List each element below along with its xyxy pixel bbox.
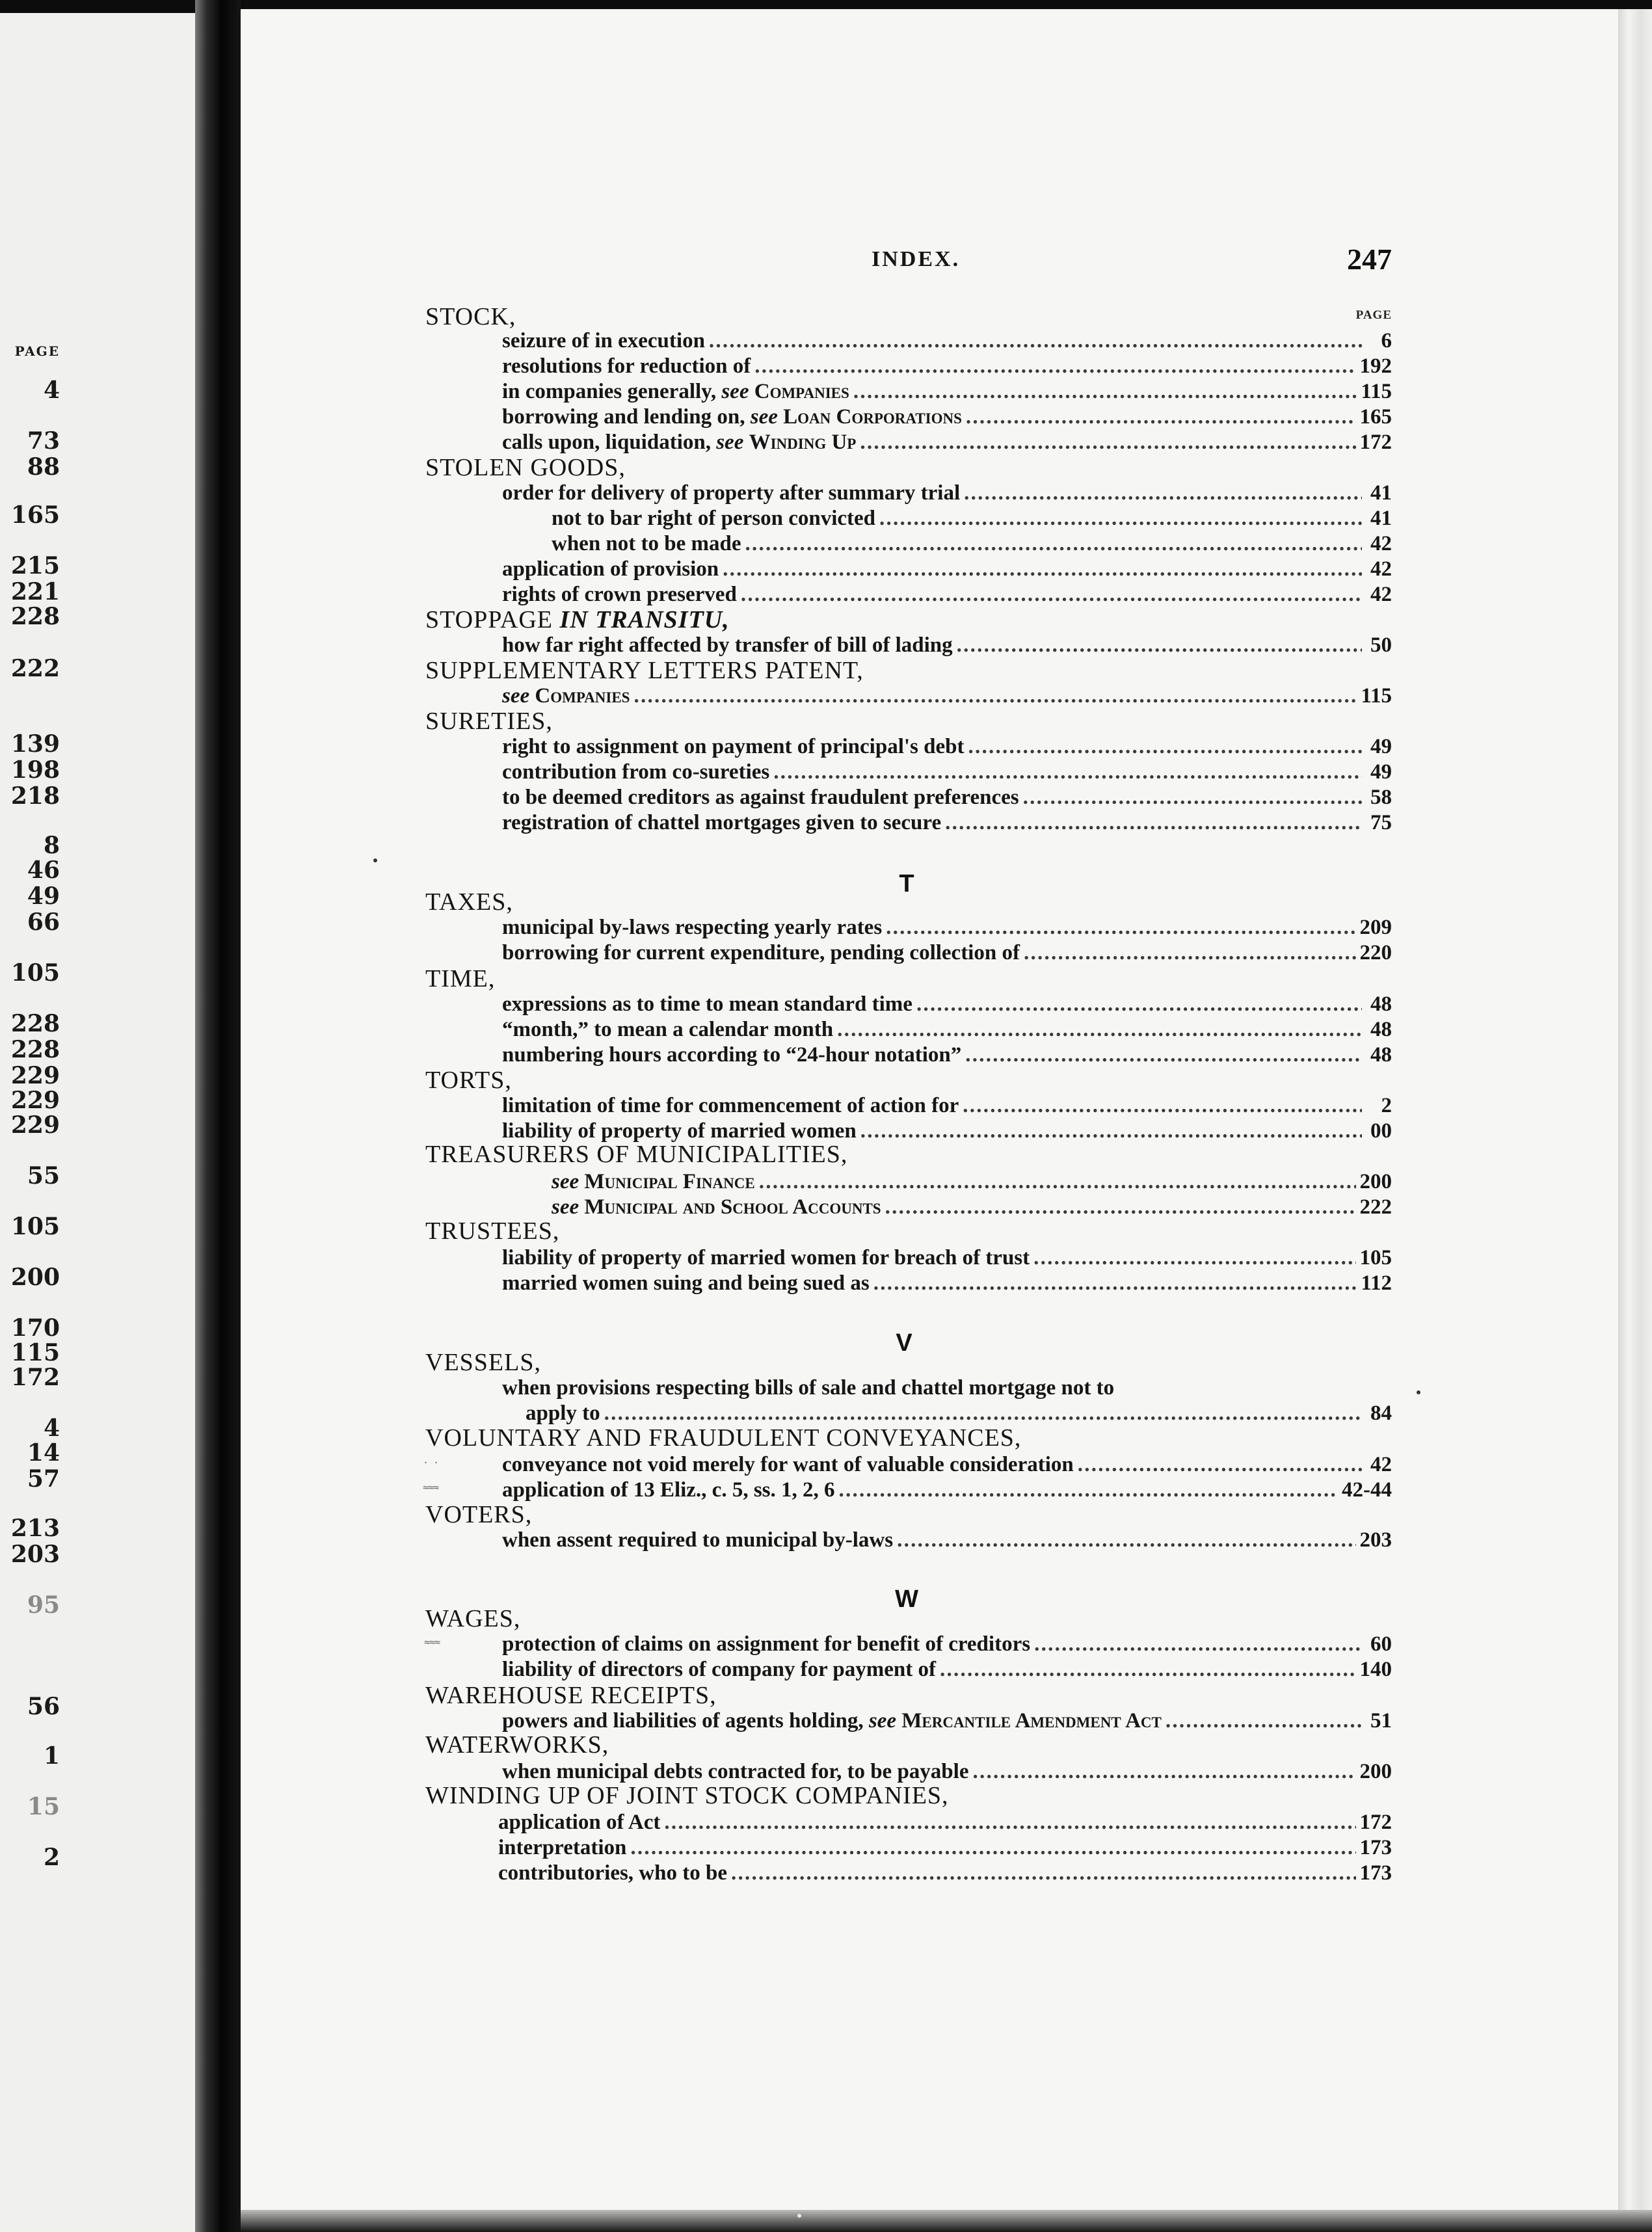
section-letter-w: W — [895, 1586, 918, 1613]
index-entry: when not to be made . . . 42 — [552, 533, 1392, 555]
left-page-number: 115 — [10, 1339, 60, 1366]
left-page-number: 228 — [10, 1010, 60, 1037]
index-heading-supplementary-letters-patent: SUPPLEMENTARY LETTERS PATENT, — [425, 657, 864, 684]
index-heading-vessels: VESSELS, — [425, 1349, 541, 1376]
index-entry: rights of crown preserved . . . 42 — [502, 584, 1392, 605]
left-page-number: 228 — [10, 1036, 60, 1063]
index-entry: when assent required to municipal by-laws . . . 203 — [502, 1530, 1392, 1551]
left-page-number: 73 — [27, 427, 60, 455]
left-page-number: 203 — [10, 1541, 60, 1568]
left-page-number: 218 — [10, 782, 60, 810]
index-entry: powers and liabilities of agents holding, see Mercantile Amendment Act . . . 51 — [502, 1710, 1392, 1732]
index-entry: how far right affected by transfer of bill of lading . . . 50 — [502, 635, 1392, 656]
index-entry: borrowing and lending on, see Loan Corporations . . . 165 — [502, 406, 1392, 428]
index-entry: resolutions for reduction of . . . 192 — [502, 356, 1392, 377]
index-heading-stock: STOCK, — [425, 303, 516, 330]
index-entry: apply to . . . 84 — [526, 1403, 1392, 1424]
index-heading-treasurers-of-municipalities: TREASURERS OF MUNICIPALITIES, — [425, 1141, 848, 1168]
left-page-number: 105 — [10, 1213, 60, 1240]
left-page-number: 56 — [27, 1693, 60, 1720]
left-page-number: 172 — [10, 1364, 60, 1391]
index-entry: municipal by-laws respecting yearly rates . . . 209 — [502, 917, 1392, 938]
index-entry: not to bar right of person convicted . . . 41 — [552, 508, 1392, 529]
left-page-number: 165 — [10, 501, 60, 529]
index-heading-winding-up-of-joint-stock-companies: WINDING UP OF JOINT STOCK COMPANIES, — [425, 1782, 949, 1809]
margin-smudge: · · — [423, 1457, 439, 1468]
left-page-number: 88 — [27, 453, 60, 481]
left-page-number: 222 — [10, 655, 60, 682]
print-speck — [373, 858, 377, 862]
index-entry: married women suing and being sued as . . . 112 — [502, 1273, 1392, 1294]
left-page-number: 46 — [27, 857, 60, 884]
index-heading-wages: WAGES, — [425, 1605, 521, 1632]
index-entry: limitation of time for commencement of action for . . . 2 — [502, 1095, 1392, 1117]
index-entry: in companies generally, see Companies . . . 115 — [502, 381, 1392, 403]
index-heading-stolen-goods: STOLEN GOODS, — [425, 454, 626, 481]
left-page-number: 2 — [43, 1844, 60, 1871]
page-column-label: PAGE — [1355, 308, 1392, 322]
left-page-number: 139 — [10, 730, 60, 758]
index-entry: when municipal debts contracted for, to be payable . . . 200 — [502, 1761, 1392, 1783]
index-entry: right to assignment on payment of principal's debt . . . 49 — [502, 736, 1392, 758]
index-entry: when provisions respecting bills of sale and chattel mortgage not to — [502, 1376, 1115, 1400]
index-entry: conveyance not void merely for want of valuable consideration . . . 42 — [502, 1454, 1392, 1476]
left-page-number: 228 — [10, 603, 60, 630]
index-entry: borrowing for current expenditure, pending collection of . . . 220 — [502, 942, 1392, 964]
left-page-number: 49 — [27, 883, 60, 910]
left-page-number: 213 — [10, 1515, 60, 1542]
index-heading-time: TIME, — [425, 965, 496, 992]
index-entry: see Municipal Finance . . . 200 — [552, 1171, 1392, 1193]
page-number: 247 — [1347, 243, 1392, 276]
margin-smudge: ≈≈≈ — [424, 1636, 440, 1648]
index-entry: liability of property of married women . . . 00 — [502, 1121, 1392, 1142]
index-entry: application of 13 Eliz., c. 5, ss. 1, 2, 6 . . . 42-44 — [502, 1480, 1392, 1501]
index-entry: see Companies . . . 115 — [502, 685, 1392, 707]
index-entry: protection of claims on assignment for benefit of creditors . . . 60 — [502, 1634, 1392, 1655]
index-heading-stoppage-in-transitu: STOPPAGE IN TRANSITU, — [425, 606, 730, 633]
index-heading-sureties: SURETIES, — [425, 708, 553, 735]
left-page-number: 229 — [10, 1087, 60, 1114]
index-heading-voters: VOTERS, — [425, 1501, 533, 1528]
index-heading-trustees: TRUSTEES, — [425, 1217, 560, 1245]
left-page-number: 4 — [43, 377, 60, 404]
index-entry: interpretation . . . 173 — [498, 1837, 1392, 1859]
index-entry: expressions as to time to mean standard time . . . 48 — [502, 994, 1392, 1015]
index-entry: order for delivery of property after summary trial . . . 41 — [502, 483, 1392, 504]
section-letter-t: T — [899, 870, 914, 897]
left-page-number: 4 — [43, 1415, 60, 1442]
print-speck — [797, 2214, 801, 2218]
left-page-number: 229 — [10, 1111, 60, 1139]
margin-smudge: ≈≈≈ — [423, 1481, 439, 1493]
index-entry: liability of directors of company for payment of . . . 140 — [502, 1659, 1392, 1681]
index-entry: liability of property of married women for breach of trust . . . 105 — [502, 1247, 1392, 1269]
index-entry: contributories, who to be . . . 173 — [498, 1863, 1392, 1884]
left-page-number: 105 — [10, 959, 60, 987]
index-entry: calls upon, liquidation, see Winding Up . . . 172 — [502, 432, 1392, 453]
index-entry: contribution from co-sureties . . . 49 — [502, 762, 1392, 783]
section-letter-v: V — [896, 1329, 913, 1357]
index-heading-torts: TORTS, — [425, 1067, 512, 1094]
running-head: INDEX. — [872, 247, 961, 271]
left-page-number: 229 — [10, 1062, 60, 1089]
left-page-number: 55 — [27, 1162, 60, 1189]
index-entry: to be deemed creditors as against fraudulent preferences . . . 58 — [502, 787, 1392, 808]
left-page-number: 221 — [10, 578, 60, 605]
index-heading-waterworks: WATERWORKS, — [425, 1731, 609, 1759]
previous-page-column-label: PAGE — [14, 343, 60, 359]
left-page-number: 1 — [43, 1742, 60, 1770]
left-page-number: 200 — [10, 1264, 60, 1291]
left-page-number: 8 — [43, 832, 60, 859]
index-heading-voluntary-and-fraudulent-conveyances: VOLUNTARY AND FRAUDULENT CONVEYANCES, — [425, 1424, 1022, 1452]
index-entry: seizure of in execution . . . 6 — [502, 330, 1392, 352]
index-entry: “month,” to mean a calendar month . . . 48 — [502, 1019, 1392, 1041]
index-entry: application of provision . . . 42 — [502, 559, 1392, 580]
left-page-number: 66 — [27, 909, 60, 936]
left-page-number: 170 — [10, 1314, 60, 1342]
left-page-number: 95 — [27, 1591, 60, 1619]
left-page-number: 57 — [27, 1465, 60, 1493]
index-heading-taxes: TAXES, — [425, 888, 513, 916]
left-page-number: 215 — [10, 552, 60, 579]
index-entry: see Municipal and School Accounts . . . 222 — [552, 1197, 1392, 1218]
index-entry: application of Act . . . 172 — [498, 1812, 1392, 1833]
print-speck — [1417, 1390, 1420, 1394]
left-page-number: 198 — [10, 756, 60, 784]
left-page-number: 15 — [27, 1793, 60, 1820]
left-page-number: 14 — [27, 1439, 60, 1467]
index-entry: numbering hours according to “24-hour notation” . . . 48 — [502, 1044, 1392, 1066]
index-heading-warehouse-receipts: WAREHOUSE RECEIPTS, — [425, 1682, 717, 1709]
index-entry: registration of chattel mortgages given to secure . . . 75 — [502, 812, 1392, 834]
